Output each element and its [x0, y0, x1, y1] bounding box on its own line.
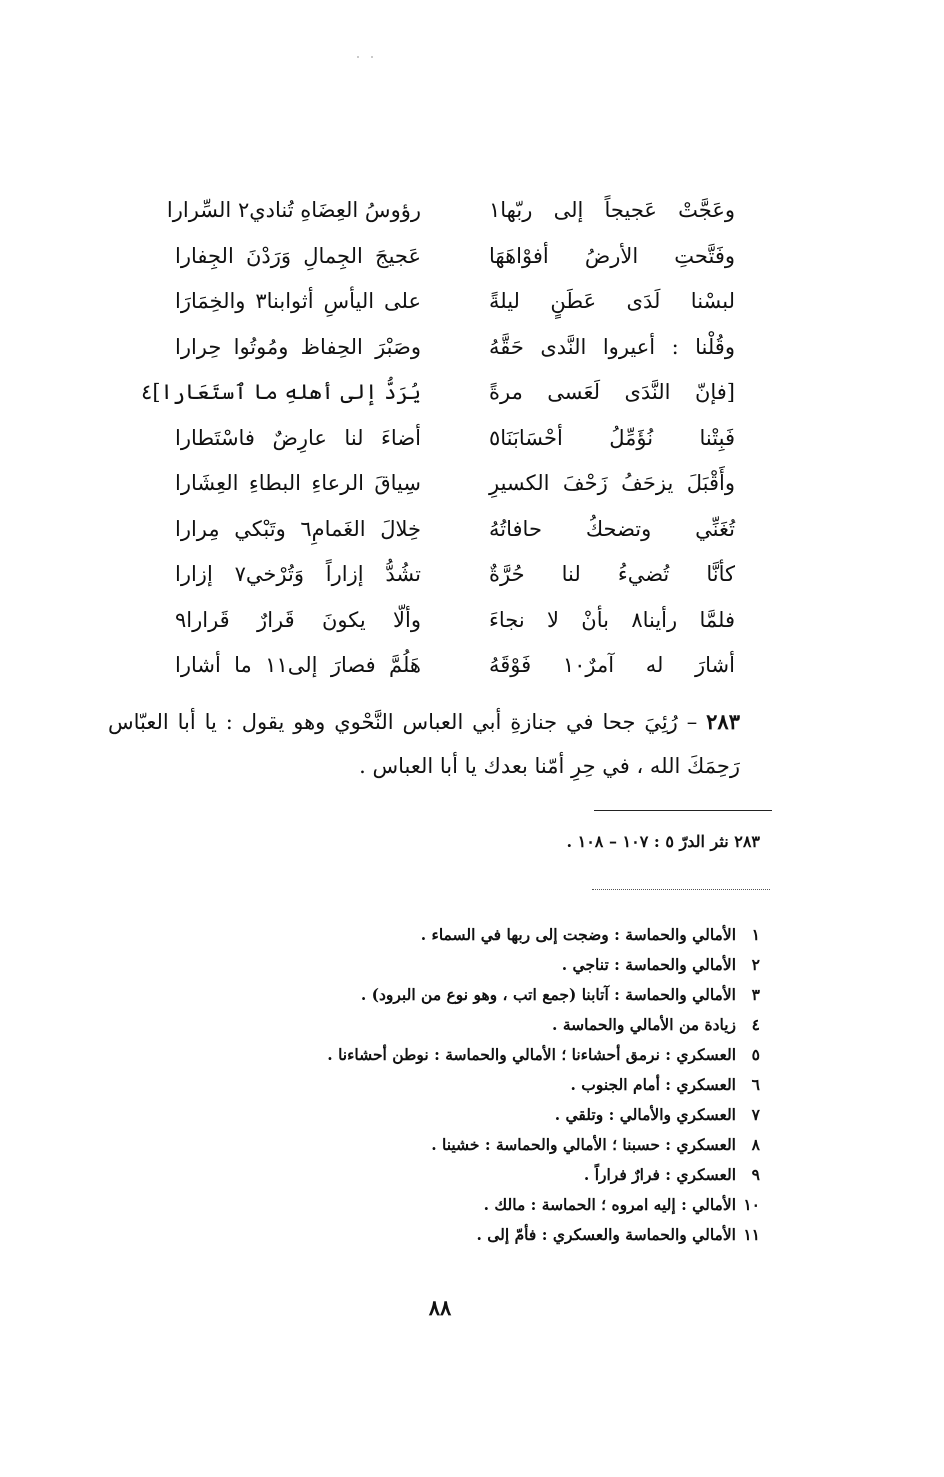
verse-line [166, 188, 735, 234]
second-hemistich: تشُدُّ إزاراً وَتُرْخي٧ إزارا [175, 562, 422, 587]
verse-line [175, 643, 735, 689]
footnote [240, 1130, 760, 1160]
footnote-text: الأمالي والحماسة : وضجت إلى ربها في السماء . [420, 925, 736, 944]
anecdote-paragraph [108, 700, 740, 788]
poem [141, 188, 736, 689]
first-hemistich: وقُلْنا : أعيروا النَّدى حَقَّهُ [489, 334, 735, 359]
second-hemistich: هَلُمَّ فصارَ إلى١١ ما أشارا [175, 653, 421, 678]
second-hemistich: خِلالَ الغَمامِ٦ وتَبْكي مِرارا [175, 516, 422, 541]
second-hemistich: عَجيجَ الجِمالِ وَرَدْنَ الجِفارا [175, 243, 421, 268]
footnote-text: العسكري : أمام الجنوب . [570, 1075, 736, 1094]
second-hemistich: وألّا يكونَ قَرارٌ قَرارا٩ [175, 607, 421, 632]
footnote-number: ١ [751, 925, 760, 944]
footnote-text: العسكري : نرمق أحشاءنا ؛ الأمالي والحماسة : نوطن أحشاءنا . [327, 1045, 736, 1064]
footnote-number: ٧ [751, 1105, 760, 1124]
verse-line [175, 325, 735, 371]
second-hemistich: سِياقَ الرعاءِ البطاءِ العِشَارا [175, 471, 421, 496]
footnote-text: الأمالي والحماسة : آتابنا (جمع اتب ، وهو نوع من البرود) . [360, 985, 736, 1004]
first-hemistich: وعَجَّتْ عَجيجاً إلى ربّها١ [489, 198, 735, 223]
footnote [240, 1190, 760, 1220]
verse-line [175, 552, 735, 598]
footnote-number: ٩ [751, 1165, 760, 1184]
footnote [240, 920, 760, 950]
footnote-number: ٥ [751, 1045, 760, 1064]
footnote-number: ٤ [751, 1015, 760, 1034]
verse-line [175, 507, 735, 553]
footnote-text: زيادة من الأمالي والحماسة . [552, 1015, 736, 1034]
footnote [240, 1040, 760, 1070]
footnote-text: الأمالي والحماسة والعسكري : فأمّ إلى . [476, 1225, 736, 1244]
first-hemistich: فَبِتْنا نُؤَمِّلُ أحْسَابَنَا٥ [489, 425, 735, 450]
first-hemistich: وفَتَّحتِ الأرضُ أفوْاهَهَا [489, 243, 735, 268]
footnote-text: العسكري والأمالي : وتلقي . [554, 1105, 736, 1124]
footnote-number: ٣ [751, 985, 760, 1004]
verse-line [175, 416, 735, 462]
verse-line [141, 370, 735, 416]
second-hemistich: أضاءَ لنا عارِضٌ فاسْتَطارا [175, 425, 421, 450]
first-hemistich: [فإنّ النَّدَى لَعَسى مرةً [489, 380, 735, 405]
first-hemistich: وأَقْبَلَ يزحَفُ زَحْفَ الكسيرِ [489, 471, 735, 496]
footnote-number: ٦ [751, 1075, 760, 1094]
footnote [240, 1220, 760, 1250]
dotted-separator [592, 889, 770, 890]
first-hemistich: أشارَ له آمرٌ١٠ فَوْقَهُ [489, 653, 735, 678]
anecdote-number: ٢٨٣ [706, 709, 740, 734]
scan-speck [357, 56, 387, 60]
footnote [240, 1100, 760, 1130]
verse-line [175, 234, 735, 280]
footnote-number: ٢ [751, 955, 760, 974]
footnote-text: الأمالي : إليه امروه ؛ الحماسة : مالك . [483, 1195, 736, 1214]
second-hemistich: يُرَدُّ إلى أهلهِ ما ٱستَعَارا]٤ [141, 380, 421, 405]
footnote-text: العسكري : حسبنا ؛ الأمالي والحماسة : خشينا . [431, 1135, 736, 1154]
second-hemistich: على اليأسِ أثوابنا٣ والخِمَارَا [175, 289, 421, 314]
first-hemistich: تُغَنِّي وتضحكُ حافاتُهُ [489, 516, 735, 541]
footnote [240, 980, 760, 1010]
verse-line [175, 598, 735, 644]
footnote-separator [594, 810, 772, 811]
page-number: ٨٨ [428, 1295, 452, 1320]
verse-line [175, 279, 735, 325]
first-hemistich: لبسْنا لَدَى عَطَنٍ ليلةً [489, 289, 735, 314]
footnote-text: الأمالي والحماسة : تناجي . [561, 955, 736, 974]
source-citation: ٢٨٣ نثر الدرّ ٥ : ١٠٧ – ١٠٨ . [566, 832, 760, 851]
footnote-number: ١١ [743, 1225, 760, 1244]
first-hemistich: فلمَّا رأينا٨ بأنْ لا نجاءَ [489, 607, 736, 632]
footnotes [240, 920, 760, 1250]
anecdote-text: – رُئِيَ جحا في جنازةِ أبي العباس النَّحْوي وهو يقول : يا أبا العبّاس رَحِمَكَ الله ، في حِرِ أمّنا بعدك يا أبا العباس . [108, 710, 740, 778]
verse-line [175, 461, 735, 507]
footnote [240, 1160, 760, 1190]
footnote-number: ٨ [751, 1135, 760, 1154]
footnote [240, 1010, 760, 1040]
footnote-number: ١٠ [743, 1195, 760, 1214]
footnote-text: العسكري : فرارٌ فراراً . [583, 1165, 736, 1184]
footnote [240, 1070, 760, 1100]
second-hemistich: رؤوسُ العِضَاهِ تُنادي٢ السِّرارا [166, 198, 421, 223]
second-hemistich: وصَبْرَ الحِفاظ ومُوتُوا حِرارا [175, 334, 421, 359]
first-hemistich: كأنَّا تُضيءُ لنا حُرَّةٌ [489, 562, 735, 587]
footnote [240, 950, 760, 980]
